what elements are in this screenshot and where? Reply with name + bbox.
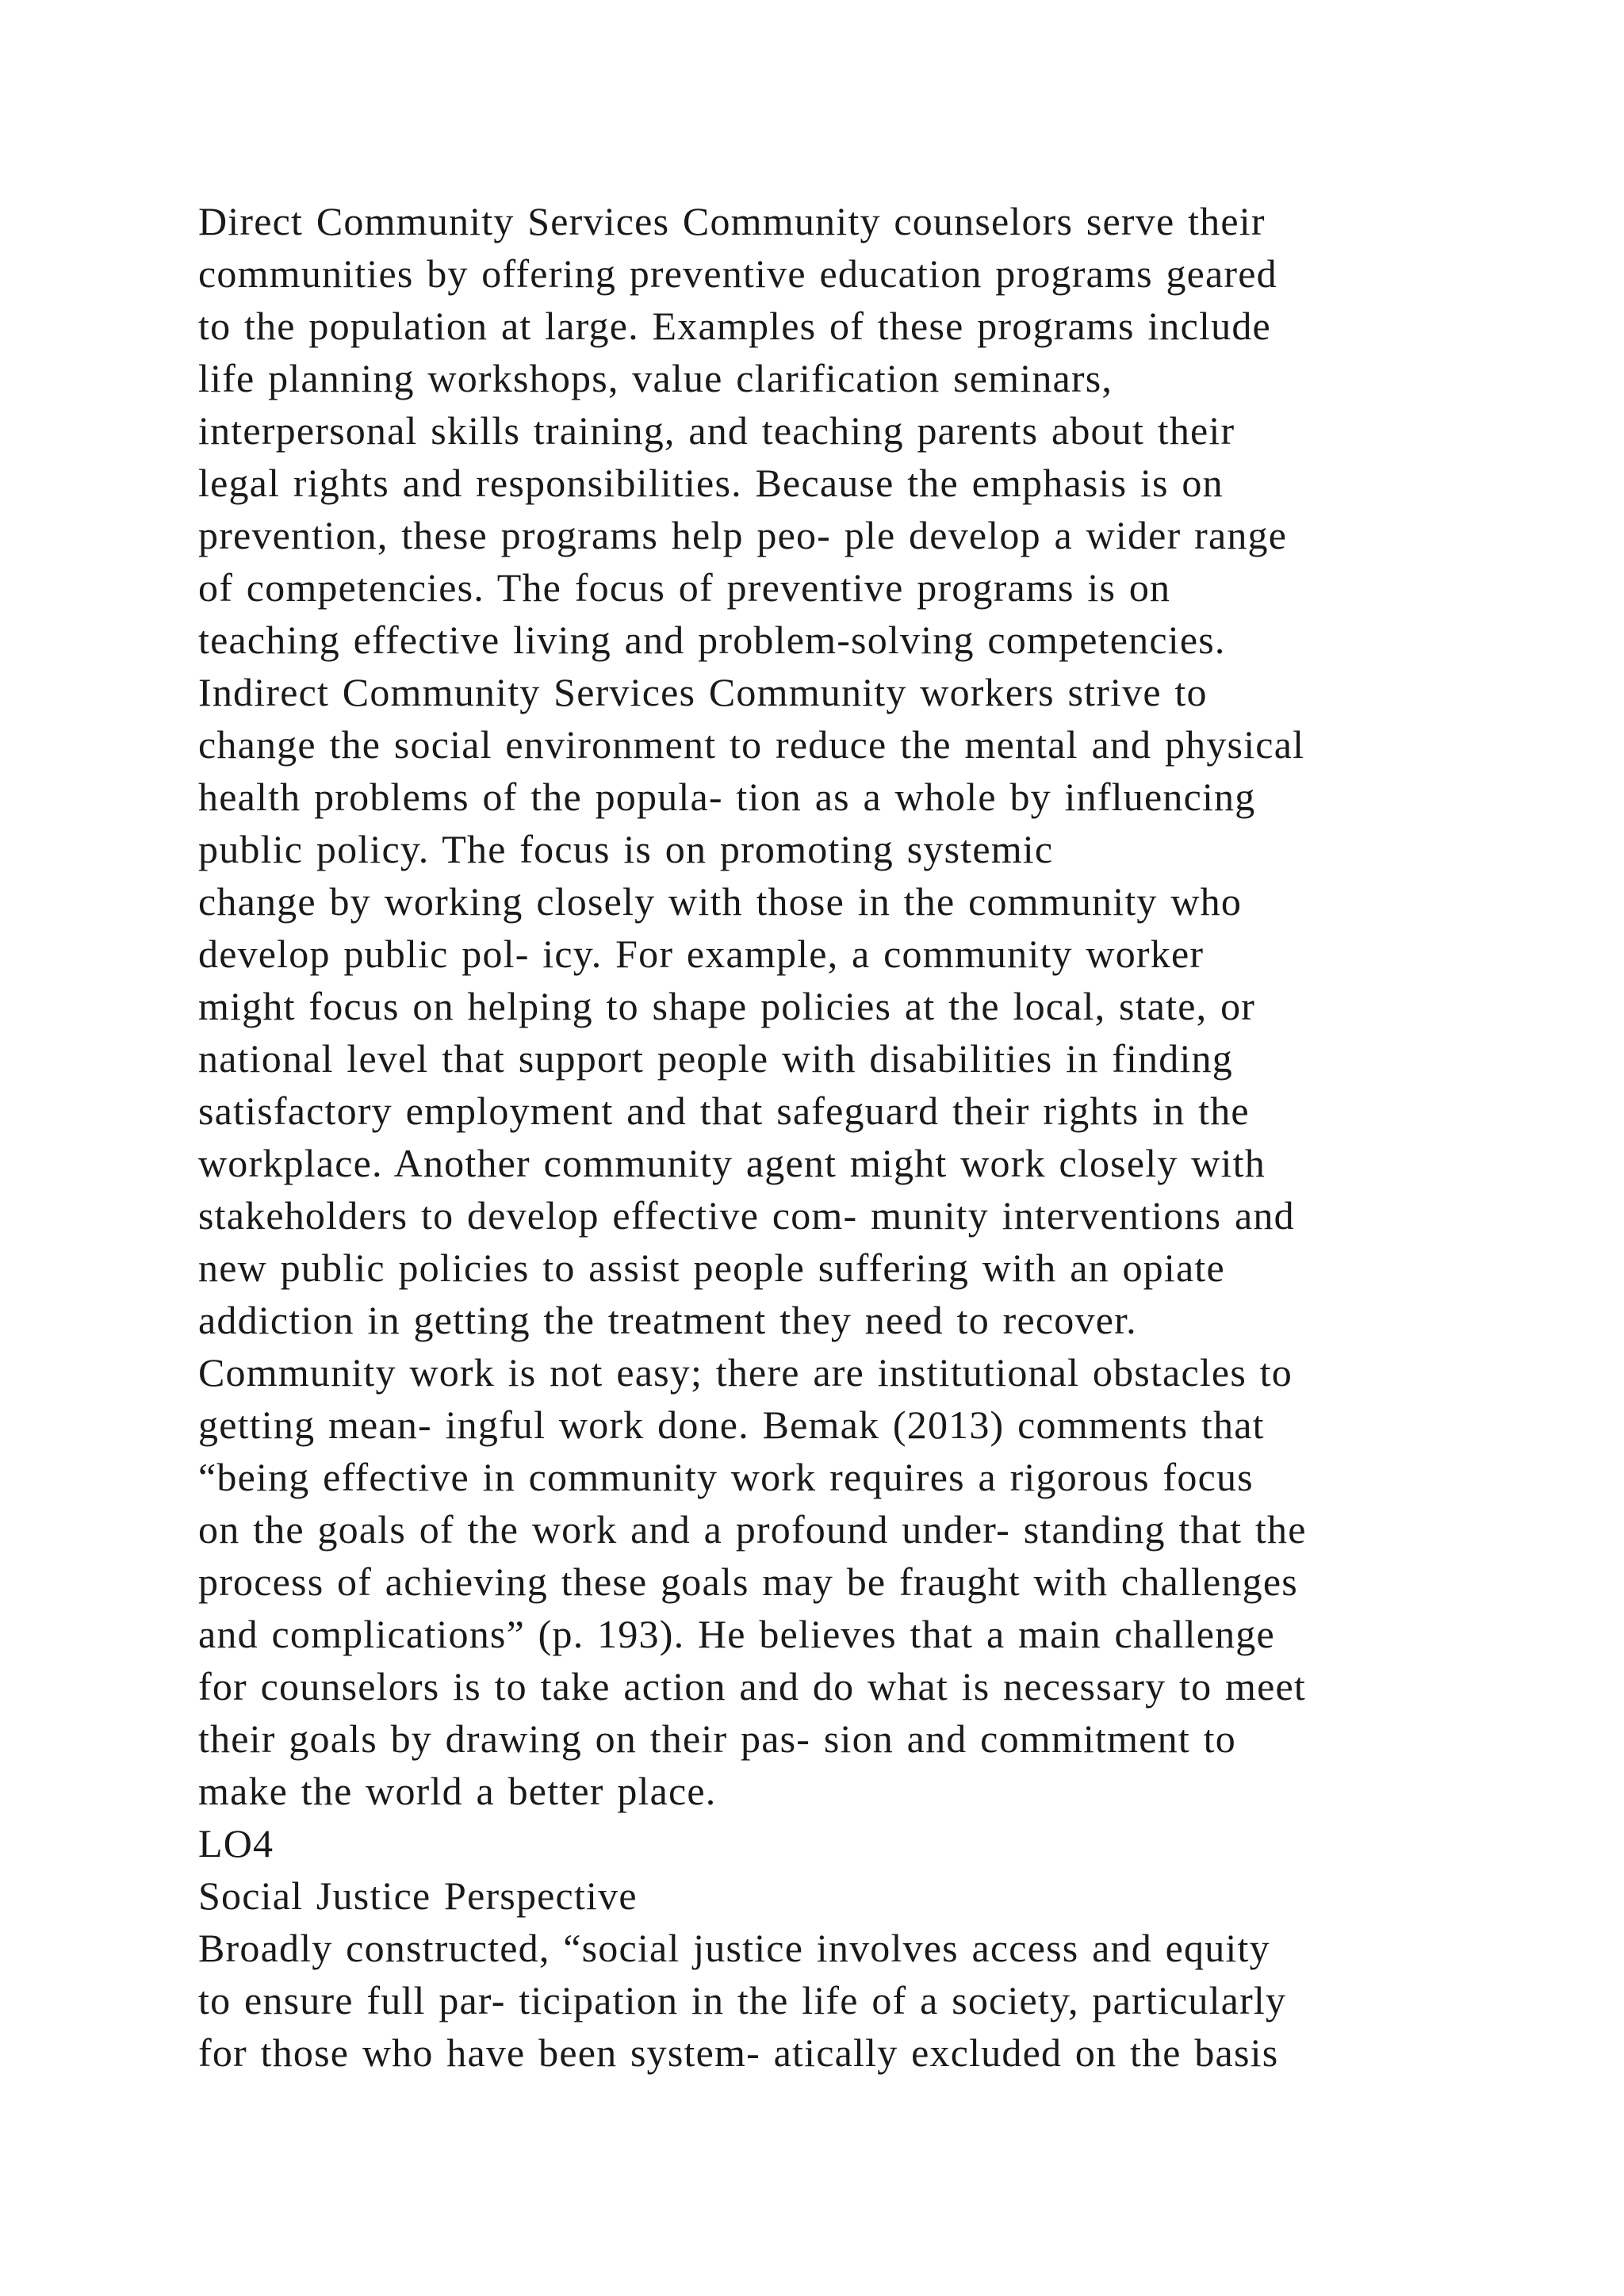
text-line: of competencies. The focus of preventive programs is on (198, 565, 1171, 610)
text-line: interpersonal skills training, and teaching parents about their (198, 408, 1235, 453)
text-line: satisfactory employment and that safeguard their rights in the (198, 1089, 1250, 1133)
text-line: to the population at large. Examples of these programs include (198, 304, 1271, 348)
learning-objective-label: LO4 (198, 1821, 274, 1866)
text-line: getting mean- ingful work done. Bemak (2013) comments that (198, 1402, 1265, 1447)
text-line: and complications” (p. 193). He believes that a main challenge (198, 1612, 1275, 1656)
text-line: Broadly constructed, “social justice involves access and equity (198, 1926, 1270, 1970)
text-line: their goals by drawing on their pas- sion and commitment to (198, 1716, 1236, 1761)
text-line: for counselors is to take action and do what is necessary to meet (198, 1664, 1306, 1709)
text-line: public policy. The focus is on promoting systemic (198, 827, 1054, 871)
text-line: national level that support people with disabilities in finding (198, 1036, 1233, 1081)
section-heading: Social Justice Perspective (198, 1873, 638, 1918)
text-line: to ensure full par- ticipation in the life of a society, particularly (198, 1978, 1287, 2022)
text-line: new public policies to assist people suffering with an opiate (198, 1246, 1225, 1290)
text-line: process of achieving these goals may be fraught with challenges (198, 1559, 1298, 1604)
text-line: life planning workshops, value clarification seminars, (198, 356, 1113, 400)
document-body (198, 195, 1467, 2079)
text-line: workplace. Another community agent might work closely with (198, 1141, 1266, 1185)
text-line: Indirect Community Services Community workers strive to (198, 670, 1208, 714)
text-line: teaching effective living and problem-solving competencies. (198, 618, 1226, 662)
text-line: might focus on helping to shape policies at the local, state, or (198, 984, 1256, 1028)
text-line: develop public pol- icy. For example, a community worker (198, 932, 1205, 976)
text-line: Direct Community Services Community counselors serve their (198, 199, 1266, 243)
text-line: make the world a better place. (198, 1769, 717, 1813)
text-line: for those who have been system- atically excluded on the basis (198, 2030, 1279, 2075)
text-line: change by working closely with those in the community who (198, 879, 1243, 924)
text-line: on the goals of the work and a profound under- standing that the (198, 1507, 1307, 1552)
text-line: change the social environment to reduce the mental and physical (198, 722, 1305, 767)
text-line: Community work is not easy; there are institutional obstacles to (198, 1350, 1293, 1395)
text-line: legal rights and responsibilities. Because the emphasis is on (198, 461, 1224, 505)
text-line: addiction in getting the treatment they need to recover. (198, 1298, 1137, 1342)
text-line: stakeholders to develop effective com- munity interventions and (198, 1193, 1295, 1238)
text-line: communities by offering preventive education programs geared (198, 251, 1277, 296)
text-line: prevention, these programs help peo- ple develop a wider range (198, 513, 1288, 557)
text-line: health problems of the popula- tion as a whole by influencing (198, 775, 1256, 819)
text-line: “being effective in community work requires a rigorous focus (198, 1455, 1254, 1499)
